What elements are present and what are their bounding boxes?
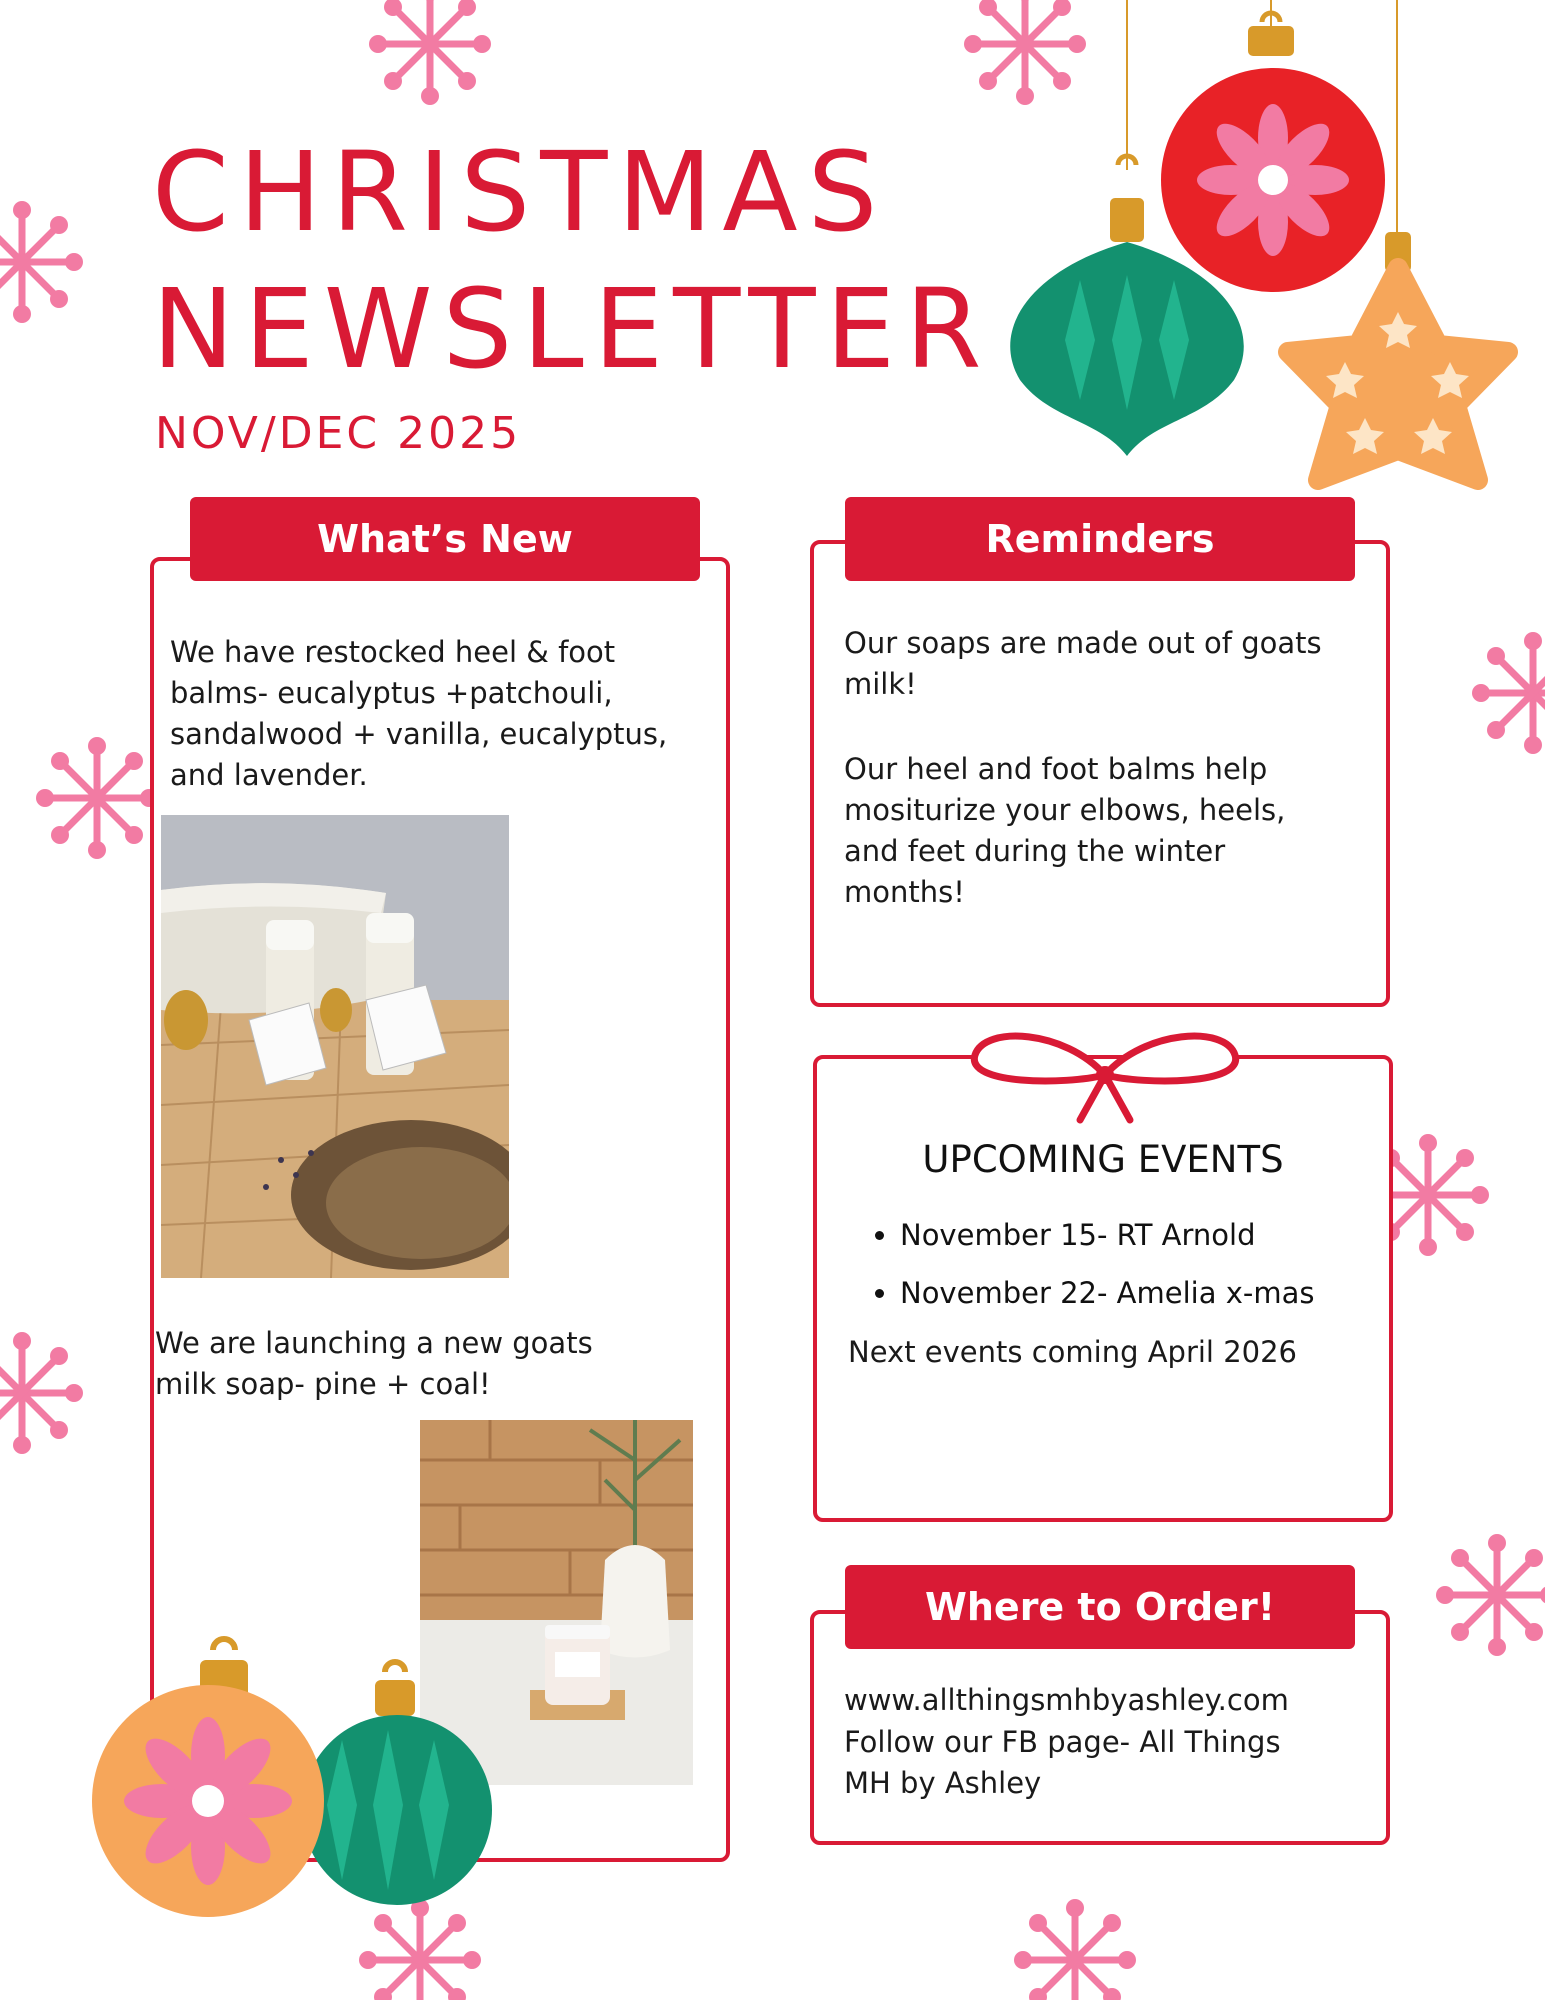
order-facebook-text: Follow our FB page- All Things MH by Ashley: [844, 1725, 1281, 1800]
reminders-balm-text: Our heel and foot balms help mositurize your elbows, heels, and feet during the winter months!: [844, 752, 1286, 909]
whats-new-heading: What’s New: [190, 497, 700, 581]
ornaments-top-right: [1000, 0, 1545, 490]
newsletter-title-line2: NEWSLETTER: [152, 265, 992, 393]
whats-new-launch-text: We are launching a new goats milk soap- pine + coal!: [155, 1326, 593, 1401]
reminders-soap-text: Our soaps are made out of goats milk!: [844, 626, 1322, 701]
events-list: [870, 1216, 1314, 1332]
bow-decoration: [965, 1020, 1245, 1130]
order-website-link[interactable]: www.allthingsmhbyashley.com: [844, 1683, 1289, 1717]
whats-new-restock-text: We have restocked heel & foot balms- eucalyptus +patchouli, sandalwood + vanilla, eucalyptus, and lavender.: [170, 635, 668, 792]
events-next-note: Next events coming April 2026: [848, 1335, 1298, 1369]
order-heading: Where to Order!: [845, 1565, 1355, 1649]
balms-product-photo: [161, 815, 509, 1278]
event-item: • November 15- RT Arnold: [900, 1216, 1314, 1254]
newsletter-date: NOV/DEC 2025: [155, 408, 522, 459]
ornaments-bottom-left: [70, 1630, 500, 1930]
events-heading: UPCOMING EVENTS: [922, 1138, 1284, 1181]
reminders-heading: Reminders: [845, 497, 1355, 581]
newsletter-title-line1: CHRISTMAS: [152, 128, 888, 256]
event-item: • November 22- Amelia x-mas: [900, 1274, 1314, 1312]
